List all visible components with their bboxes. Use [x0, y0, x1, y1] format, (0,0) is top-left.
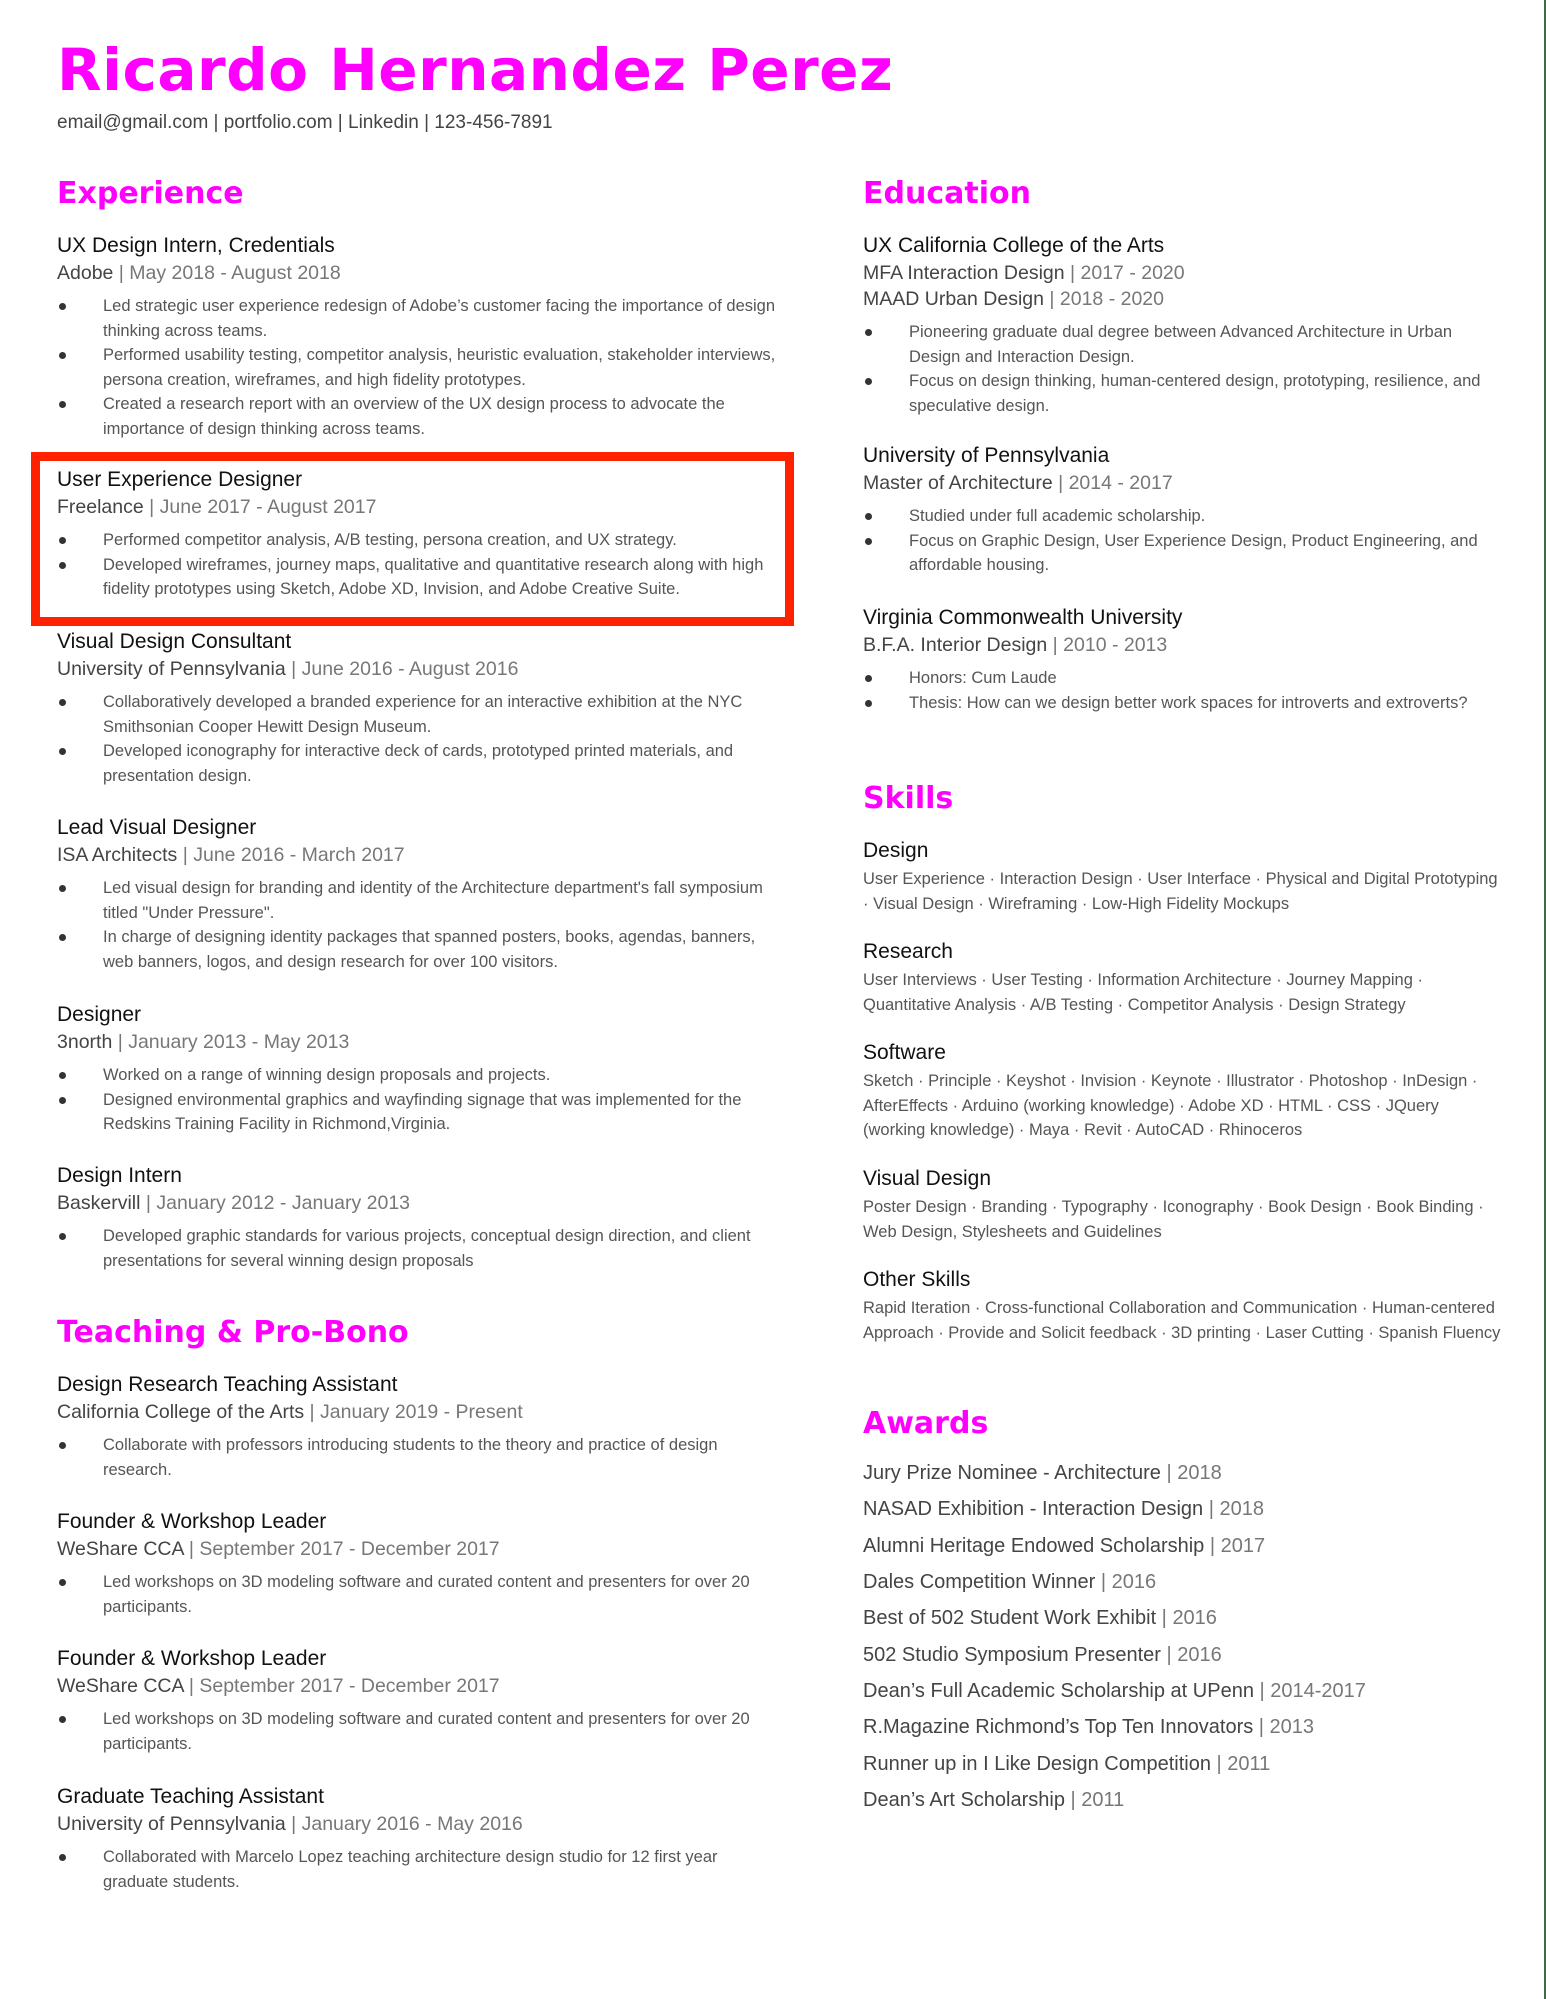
job-subtitle: Adobe | May 2018 - August 2018 [57, 262, 341, 284]
bullet-list [57, 876, 782, 974]
bullet-dot-icon [59, 1854, 66, 1861]
education-item [863, 604, 1503, 715]
award-item: 502 Studio Symposium Presenter | 2016 [863, 1644, 1222, 1666]
bullet-item: Performed usability testing, competitor analysis, heuristic evaluation, stakeholder interviews, persona creation, wireframes, and high fidelity prototypes. [57, 343, 782, 392]
bullet-item: Developed wireframes, journey maps, qualitative and quantitative research along with high fidelity prototypes using Sketch, Adobe XD, Invision, and Adobe Creative Suite. [57, 553, 782, 602]
school-name: University of Pennsylvania [863, 444, 1110, 467]
award-item: NASAD Exhibition - Interaction Design | 2018 [863, 1498, 1264, 1520]
role-subtitle: WeShare CCA | September 2017 - December 2017 [57, 1538, 500, 1560]
bullet-dot-icon [59, 401, 66, 408]
company: University of Pennsylvania [57, 658, 286, 680]
bullet-dot-icon [59, 1716, 66, 1723]
bullet-dot-icon [59, 885, 66, 892]
role-title: Design Research Teaching Assistant [57, 1373, 398, 1396]
candidate-name: Ricardo Hernandez Perez [57, 36, 894, 104]
dates: January 2019 - Present [320, 1401, 523, 1423]
bullet-item: Focus on Graphic Design, User Experience Design, Product Engineering, and affordable housing. [863, 529, 1503, 578]
degree-line: MFA Interaction Design | 2017 - 2020 [863, 262, 1185, 284]
job-subtitle: University of Pennsylvania | June 2016 - August 2016 [57, 658, 519, 680]
bullet-dot-icon [59, 1442, 66, 1449]
award-item: Best of 502 Student Work Exhibit | 2016 [863, 1607, 1217, 1629]
bullet-list [863, 320, 1503, 418]
school-name: UX California College of the Arts [863, 234, 1165, 257]
bullet-item: Designed environmental graphics and wayfinding signage that was implemented for the Redskins Training Facility in Richmond,Virginia. [57, 1088, 782, 1137]
skill-group [863, 938, 1503, 1017]
skill-group-name: Research [863, 940, 953, 963]
job-subtitle: 3north | January 2013 - May 2013 [57, 1031, 350, 1053]
bullet-dot-icon [59, 1233, 66, 1240]
award-item: Runner up in I Like Design Competition | 2011 [863, 1753, 1271, 1775]
dates: January 2013 - May 2013 [128, 1031, 350, 1053]
role-title: Founder & Workshop Leader [57, 1510, 327, 1533]
bullet-item: Collaboratively developed a branded experience for an interactive exhibition at the NYC Smithsonian Cooper Hewitt Design Museum. [57, 690, 782, 739]
skill-group-name: Software [863, 1041, 946, 1064]
organization: California College of the Arts [57, 1401, 305, 1423]
bullet-item: Honors: Cum Laude [863, 666, 1503, 691]
teaching-item [57, 1508, 782, 1619]
bullet-list [863, 666, 1503, 715]
company: 3north [57, 1031, 113, 1053]
bullet-item: Performed competitor analysis, A/B testing, persona creation, and UX strategy. [57, 528, 782, 553]
bullet-item: Created a research report with an overview of the UX design process to advocate the importance of design thinking across teams. [57, 392, 782, 441]
job-title: Visual Design Consultant [57, 630, 292, 653]
company: Freelance [57, 496, 144, 518]
bullet-item: Led workshops on 3D modeling software and curated content and presenters for over 20 participants. [57, 1707, 782, 1756]
bullet-list [57, 1845, 782, 1894]
skill-group-list: User Interviews · User Testing · Information Architecture · Journey Mapping · Quantitative Analysis · A/B Testing · Competitor Analysis · Design Strategy [863, 971, 1423, 1014]
teaching-item [57, 1371, 782, 1482]
bullet-item: Developed graphic standards for various projects, conceptual design direction, and client presentations for several winning design proposals [57, 1224, 782, 1273]
school-name: Virginia Commonwealth University [863, 606, 1183, 629]
bullet-dot-icon [59, 699, 66, 706]
bullet-item: Studied under full academic scholarship. [863, 504, 1503, 529]
role-subtitle: WeShare CCA | September 2017 - December 2017 [57, 1675, 500, 1697]
skill-group-list: User Experience · Interaction Design · User Interface · Physical and Digital Prototyping · Visual Design · Wireframing · Low-High Fidelity Mockups [863, 870, 1498, 913]
bullet-item: Pioneering graduate dual degree between Advanced Architecture in Urban Design and Interaction Design. [863, 320, 1503, 369]
bullet-item: Developed iconography for interactive deck of cards, prototyped printed materials, and presentation design. [57, 739, 782, 788]
organization: University of Pennsylvania [57, 1813, 286, 1835]
experience-item [57, 814, 782, 974]
experience-heading: Experience [57, 176, 244, 211]
organization: WeShare CCA [57, 1538, 184, 1560]
education-item [863, 442, 1503, 578]
dates: September 2017 - December 2017 [199, 1538, 500, 1560]
contact-line: email@gmail.com | portfolio.com | Linkedin | 123-456-7891 [57, 112, 553, 133]
bullet-dot-icon [59, 934, 66, 941]
company: Adobe [57, 262, 114, 284]
degree-line: Master of Architecture | 2014 - 2017 [863, 472, 1173, 494]
experience-item [57, 232, 782, 441]
bullet-list [863, 504, 1503, 578]
bullet-dot-icon [59, 748, 66, 755]
bullet-item: Focus on design thinking, human-centered design, prototyping, resilience, and speculative design. [863, 369, 1503, 418]
bullet-item: Thesis: How can we design better work spaces for introverts and extroverts? [863, 691, 1503, 716]
role-subtitle: University of Pennsylvania | January 2016 - May 2016 [57, 1813, 523, 1835]
bullet-list [57, 1570, 782, 1619]
bullet-dot-icon [865, 513, 872, 520]
experience-item [57, 628, 782, 788]
education-item [863, 232, 1503, 418]
job-subtitle: Freelance | June 2017 - August 2017 [57, 496, 377, 518]
dates: June 2017 - August 2017 [159, 496, 377, 518]
company: Baskervill [57, 1192, 141, 1214]
awards-heading: Awards [863, 1406, 989, 1441]
dates: May 2018 - August 2018 [129, 262, 341, 284]
skill-group [863, 1165, 1503, 1244]
dates: June 2016 - March 2017 [193, 844, 405, 866]
skill-group [863, 1266, 1503, 1345]
skill-group-name: Design [863, 839, 929, 862]
degree-line: MAAD Urban Design | 2018 - 2020 [863, 288, 1164, 310]
skill-group-list: Poster Design · Branding · Typography · Iconography · Book Design · Book Binding · Web Design, Stylesheets and Guidelines [863, 1198, 1484, 1241]
bullet-dot-icon [865, 675, 872, 682]
job-title: Design Intern [57, 1164, 182, 1187]
bullet-dot-icon [59, 1097, 66, 1104]
company: ISA Architects [57, 844, 178, 866]
job-title: User Experience Designer [57, 468, 303, 491]
organization: WeShare CCA [57, 1675, 184, 1697]
teaching-item [57, 1645, 782, 1756]
skill-group [863, 837, 1503, 916]
job-title: UX Design Intern, Credentials [57, 234, 335, 257]
job-title: Lead Visual Designer [57, 816, 257, 839]
bullet-item: Worked on a range of winning design proposals and projects. [57, 1063, 782, 1088]
bullet-item: Led strategic user experience redesign of Adobe’s customer facing the importance of design thinking across teams. [57, 294, 782, 343]
bullet-dot-icon [865, 538, 872, 545]
job-subtitle: ISA Architects | June 2016 - March 2017 [57, 844, 405, 866]
skill-group-list: Sketch · Principle · Keyshot · Invision · Keynote · Illustrator · Photoshop · InDesign · AfterEffects · Arduino (working knowledge) · Adobe XD · HTML · CSS · JQuery (working knowledge) · Maya · Revit · AutoCAD · Rhinoceros [863, 1072, 1478, 1139]
bullet-item: Collaborate with professors introducing students to the theory and practice of design research. [57, 1433, 782, 1482]
bullet-list [57, 294, 782, 441]
bullet-item: Led workshops on 3D modeling software and curated content and presenters for over 20 participants. [57, 1570, 782, 1619]
bullet-list [57, 1707, 782, 1756]
bullet-list [57, 1433, 782, 1482]
dates: January 2016 - May 2016 [301, 1813, 523, 1835]
bullet-dot-icon [865, 378, 872, 385]
dates: January 2012 - January 2013 [156, 1192, 411, 1214]
role-title: Founder & Workshop Leader [57, 1647, 327, 1670]
bullet-dot-icon [59, 562, 66, 569]
teaching-item [57, 1783, 782, 1894]
bullet-list [57, 690, 782, 788]
skill-group-name: Visual Design [863, 1167, 992, 1190]
bullet-list [57, 528, 782, 602]
experience-item [57, 1162, 782, 1273]
award-item: Dean’s Art Scholarship | 2011 [863, 1789, 1125, 1811]
bullet-dot-icon [865, 329, 872, 336]
award-item: Alumni Heritage Endowed Scholarship | 2017 [863, 1535, 1266, 1557]
bullet-dot-icon [59, 537, 66, 544]
dates: September 2017 - December 2017 [199, 1675, 500, 1697]
bullet-list [57, 1063, 782, 1137]
bullet-dot-icon [59, 1072, 66, 1079]
role-subtitle: California College of the Arts | January 2019 - Present [57, 1401, 523, 1423]
job-title: Designer [57, 1003, 142, 1026]
award-item: Jury Prize Nominee - Architecture | 2018 [863, 1462, 1222, 1484]
role-title: Graduate Teaching Assistant [57, 1785, 324, 1808]
education-heading: Education [863, 176, 1031, 211]
skill-group-name: Other Skills [863, 1268, 971, 1291]
bullet-list [57, 1224, 782, 1273]
dates: June 2016 - August 2016 [301, 658, 519, 680]
degree-line: B.F.A. Interior Design | 2010 - 2013 [863, 634, 1168, 656]
bullet-item: Led visual design for branding and identity of the Architecture department's fall symposium titled "Under Pressure". [57, 876, 782, 925]
bullet-dot-icon [865, 700, 872, 707]
bullet-dot-icon [59, 1579, 66, 1586]
teaching-heading: Teaching & Pro-Bono [57, 1315, 409, 1350]
experience-item-highlighted [57, 466, 782, 602]
award-item: Dales Competition Winner | 2016 [863, 1571, 1157, 1593]
skills-heading: Skills [863, 781, 954, 816]
skill-group-list: Rapid Iteration · Cross-functional Collaboration and Communication · Human-centered Approach · Provide and Solicit feedback · 3D printing · Laser Cutting · Spanish Fluency [863, 1299, 1501, 1342]
award-item: R.Magazine Richmond’s Top Ten Innovators | 2013 [863, 1716, 1315, 1738]
bullet-dot-icon [59, 352, 66, 359]
award-item: Dean’s Full Academic Scholarship at UPenn | 2014-2017 [863, 1680, 1366, 1702]
bullet-dot-icon [59, 303, 66, 310]
experience-item [57, 1001, 782, 1137]
job-subtitle: Baskervill | January 2012 - January 2013 [57, 1192, 411, 1214]
skill-group [863, 1039, 1503, 1143]
bullet-item: Collaborated with Marcelo Lopez teaching architecture design studio for 12 first year graduate students. [57, 1845, 782, 1894]
bullet-item: In charge of designing identity packages that spanned posters, books, agendas, banners, web banners, logos, and design research for over 100 visitors. [57, 925, 782, 974]
